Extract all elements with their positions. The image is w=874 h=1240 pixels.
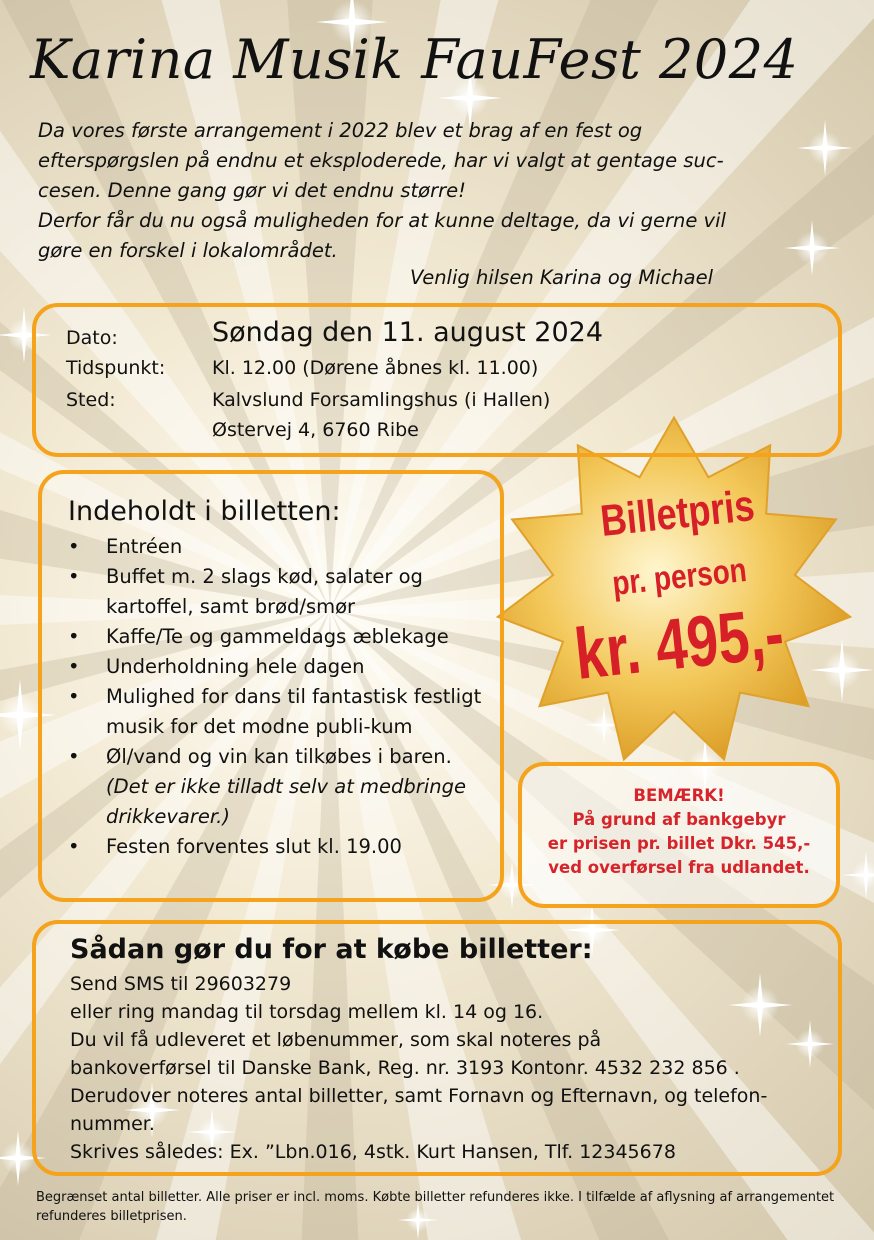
price-star-line1: Billetpris xyxy=(598,480,757,546)
purchase-instructions xyxy=(70,970,830,1166)
bullet: • xyxy=(68,535,80,558)
signature: Venlig hilsen Karina og Michael xyxy=(410,266,714,289)
purchase-line: Du vil få udleveret et løbenummer, som skal noteres på xyxy=(70,1029,602,1051)
purchase-box xyxy=(32,920,842,1176)
list-item xyxy=(66,562,498,622)
notice-text xyxy=(522,784,836,880)
bullet: • xyxy=(68,655,80,678)
price-star-line2: pr. person xyxy=(610,550,749,603)
purchase-line: nummer. xyxy=(70,1113,155,1135)
intro-line: Derfor får du nu også muligheden for at kunne deltage, da vi gerne vil xyxy=(38,209,726,232)
bullet: • xyxy=(68,685,80,708)
included-heading: Indeholdt i billetten: xyxy=(68,496,341,527)
event-info-box xyxy=(32,303,842,457)
intro-line: efterspørgslen på endnu et eksploderede, har vi valgt at gentage suc- xyxy=(38,149,724,172)
list-item-text: Buffet m. 2 slags kød, salater og kartoffel, samt brød/smør xyxy=(106,565,423,618)
intro-line: cesen. Denne gang gør vi det endnu større! xyxy=(38,179,466,202)
bullet: • xyxy=(68,565,80,588)
bullet: • xyxy=(68,745,80,768)
list-item-text: Underholdning hele dagen xyxy=(106,655,365,678)
list-item xyxy=(66,742,498,832)
list-item-text: Mulighed for dans til fantastisk festligt musik for det modne publi-kum xyxy=(106,685,482,738)
footer-disclaimer: Begrænset antal billetter. Alle priser er incl. moms. Købte billetter refunderes ikke. I tilfælde af aflysning af arrangementet refunderes billetprisen. xyxy=(36,1190,835,1224)
date-value: Søndag den 11. august 2024 xyxy=(212,317,603,348)
list-item-note: (Det er ikke tilladt selv at medbringe drikkevarer.) xyxy=(106,775,466,828)
address-value: Østervej 4, 6760 Ribe xyxy=(212,419,419,441)
purchase-line: Skrives således: Ex. ”Lbn.016, 4stk. Kurt Hansen, Tlf. 12345678 xyxy=(70,1141,676,1163)
purchase-line: Derudover noteres antal billetter, samt Fornavn og Efternavn, og telefon- xyxy=(70,1085,768,1107)
intro-text xyxy=(38,116,838,266)
time-label: Tidspunkt: xyxy=(66,357,166,379)
included-box xyxy=(38,470,504,902)
purchase-line: bankoverførsel til Danske Bank, Reg. nr. 3193 Kontonr. 4532 232 856 . xyxy=(70,1057,740,1079)
notice-line: er prisen pr. billet Dkr. 545,- xyxy=(547,834,811,853)
list-item-text: Entréen xyxy=(106,535,183,558)
purchase-heading: Sådan gør du for at købe billetter: xyxy=(70,934,593,965)
purchase-line: eller ring mandag til torsdag mellem kl. 14 og 16. xyxy=(70,1001,544,1023)
notice-box xyxy=(518,762,840,908)
date-label: Dato: xyxy=(66,327,118,349)
list-item-text: Øl/vand og vin kan tilkøbes i baren. xyxy=(106,745,452,768)
list-item xyxy=(66,532,498,562)
notice-line: ved overførsel fra udlandet. xyxy=(548,858,810,877)
list-item xyxy=(66,682,498,742)
notice-line: På grund af bankgebyr xyxy=(572,810,786,829)
intro-line: gøre en forskel i lokalområdet. xyxy=(38,239,338,262)
place-label: Sted: xyxy=(66,389,116,411)
bullet: • xyxy=(68,625,80,648)
included-list xyxy=(66,532,498,862)
page-title: Karina Musik FauFest 2024 xyxy=(30,28,799,91)
purchase-line: Send SMS til 29603279 xyxy=(70,973,292,995)
list-item xyxy=(66,622,498,652)
intro-line: Da vores første arrangement i 2022 blev et brag af en fest og xyxy=(38,119,643,142)
list-item-text: Kaffe/Te og gammeldags æblekage xyxy=(106,625,449,648)
list-item xyxy=(66,832,498,862)
notice-heading: BEMÆRK! xyxy=(633,786,725,805)
time-value: Kl. 12.00 (Dørene åbnes kl. 11.00) xyxy=(212,357,539,379)
place-value: Kalvslund Forsamlingshus (i Hallen) xyxy=(212,389,551,411)
bullet: • xyxy=(68,835,80,858)
price-star-price: kr. 495,- xyxy=(570,592,788,695)
list-item xyxy=(66,652,498,682)
list-item-text: Festen forventes slut kl. 19.00 xyxy=(106,835,402,858)
